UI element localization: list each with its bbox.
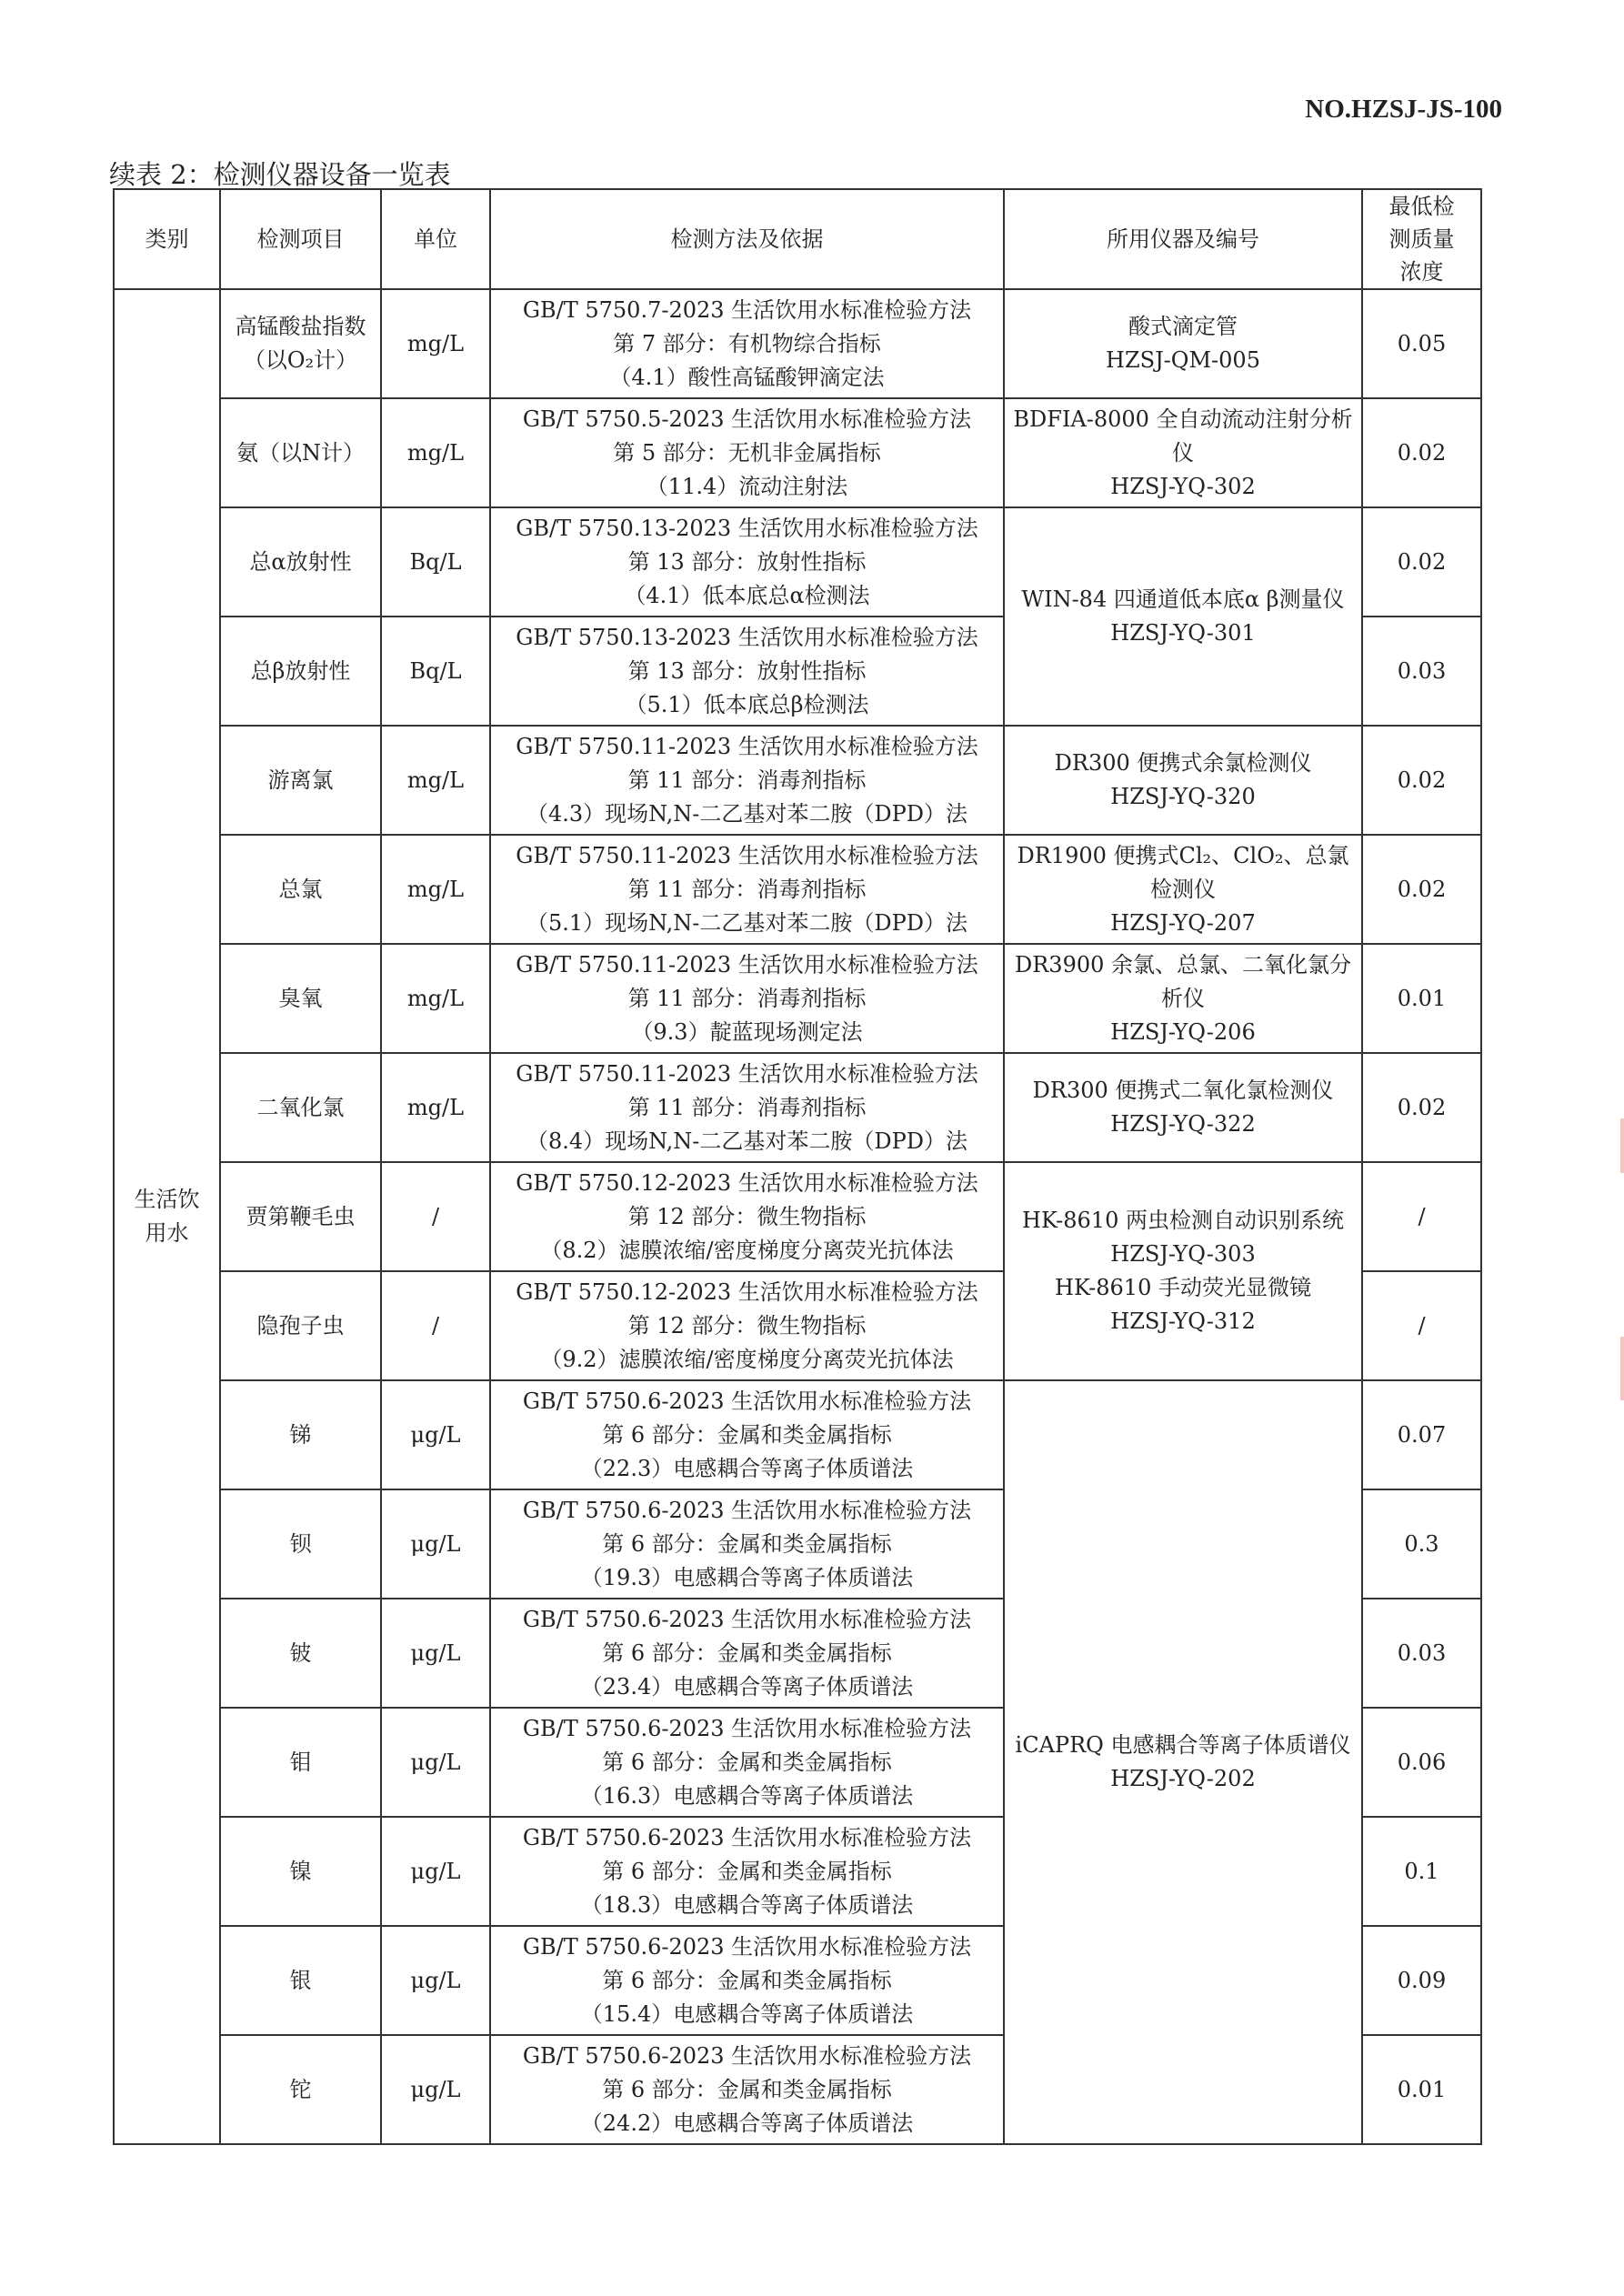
item-cell: 铊 [220, 2035, 381, 2144]
method-line: 第 6 部分：金属和类金属指标 [602, 1530, 892, 1557]
unit-cell: μg/L [381, 1708, 490, 1817]
method-line: 第 11 部分：消毒剂指标 [627, 1094, 867, 1120]
column-header: 单位 [381, 189, 490, 289]
instrument-line: HZSJ-YQ-301 [1110, 620, 1256, 646]
column-header: 检测项目 [220, 189, 381, 289]
method-cell [490, 726, 1004, 835]
limit-cell: 0.01 [1362, 944, 1481, 1053]
method-line: GB/T 5750.11-2023 生活饮用水标准检验方法 [516, 1060, 978, 1087]
column-header: 检测方法及依据 [490, 189, 1004, 289]
instrument-line: HK-8610 两虫检测自动识别系统 [1022, 1208, 1344, 1233]
table-row [114, 726, 1481, 835]
method-line: GB/T 5750.5-2023 生活饮用水标准检验方法 [522, 406, 972, 432]
instrument-cell [1004, 1380, 1362, 2144]
method-cell [490, 1053, 1004, 1162]
item-cell: 总α放射性 [220, 507, 381, 617]
method-line: GB/T 5750.7-2023 生活饮用水标准检验方法 [522, 296, 972, 323]
method-line: 第 11 部分：消毒剂指标 [627, 767, 867, 793]
method-line: GB/T 5750.13-2023 生活饮用水标准检验方法 [516, 624, 978, 650]
method-line: （16.3）电感耦合等离子体质谱法 [580, 1782, 914, 1809]
instrument-line: HZSJ-YQ-206 [1110, 1018, 1256, 1045]
limit-cell: 0.3 [1362, 1489, 1481, 1599]
column-header: 最低检测质量浓度 [1362, 189, 1481, 289]
method-line: （19.3）电感耦合等离子体质谱法 [580, 1564, 914, 1590]
limit-cell: 0.02 [1362, 726, 1481, 835]
limit-cell: 0.05 [1362, 289, 1481, 398]
document-number: NO.HZSJ-JS-100 [1305, 95, 1502, 124]
limit-cell: 0.02 [1362, 835, 1481, 944]
table-row [114, 289, 1481, 398]
method-line: 第 12 部分：微生物指标 [627, 1203, 867, 1229]
table-title: 续表 2：检测仪器设备一览表 [109, 159, 451, 190]
method-line: 第 5 部分：无机非金属指标 [613, 439, 881, 466]
instrument-cell [1004, 835, 1362, 944]
limit-cell: 0.03 [1362, 1599, 1481, 1708]
method-line: 第 7 部分：有机物综合指标 [613, 330, 881, 356]
item-cell: 臭氧 [220, 944, 381, 1053]
method-line: 第 12 部分：微生物指标 [627, 1312, 867, 1338]
method-line: （24.2）电感耦合等离子体质谱法 [580, 2110, 914, 2136]
item-cell: 二氧化氯 [220, 1053, 381, 1162]
table-row [114, 1380, 1481, 1489]
method-cell [490, 1380, 1004, 1489]
method-line: 第 6 部分：金属和类金属指标 [602, 1639, 892, 1666]
method-cell [490, 398, 1004, 507]
instrument-cell [1004, 726, 1362, 835]
method-line: GB/T 5750.6-2023 生活饮用水标准检验方法 [522, 1715, 972, 1741]
item-cell: 贾第鞭毛虫 [220, 1162, 381, 1271]
method-cell [490, 944, 1004, 1053]
method-cell [490, 1271, 1004, 1380]
item-cell: 钡 [220, 1489, 381, 1599]
unit-cell: μg/L [381, 1489, 490, 1599]
method-line: GB/T 5750.12-2023 生活饮用水标准检验方法 [516, 1169, 978, 1196]
item-cell: 氨（以N计） [220, 398, 381, 507]
method-line: 第 6 部分：金属和类金属指标 [602, 1749, 892, 1775]
instrument-line: BDFIA-8000 全自动流动注射分析仪 [1013, 406, 1353, 466]
limit-cell: 0.01 [1362, 2035, 1481, 2144]
method-line: （8.4）现场N,N-二乙基对苯二胺（DPD）法 [526, 1128, 967, 1154]
unit-cell: μg/L [381, 1926, 490, 2035]
instrument-cell [1004, 944, 1362, 1053]
method-line: （5.1）现场N,N-二乙基对苯二胺（DPD）法 [526, 909, 967, 936]
item-cell: 钼 [220, 1708, 381, 1817]
instrument-line: HK-8610 手动荧光显微镜 [1055, 1275, 1311, 1300]
method-line: （18.3）电感耦合等离子体质谱法 [580, 1891, 914, 1918]
unit-cell: mg/L [381, 944, 490, 1053]
method-cell [490, 507, 1004, 617]
method-cell [490, 1817, 1004, 1926]
method-line: 第 6 部分：金属和类金属指标 [602, 1967, 892, 1993]
method-cell [490, 1489, 1004, 1599]
limit-cell: / [1362, 1271, 1481, 1380]
limit-cell: 0.03 [1362, 617, 1481, 726]
table-row [114, 835, 1481, 944]
method-line: （15.4）电感耦合等离子体质谱法 [580, 2000, 914, 2027]
method-line: （11.4）流动注射法 [646, 473, 848, 499]
instrument-cell [1004, 289, 1362, 398]
method-line: GB/T 5750.6-2023 生活饮用水标准检验方法 [522, 1824, 972, 1850]
method-cell [490, 1926, 1004, 2035]
table-row [114, 398, 1481, 507]
category-cell: 生活饮用水 [114, 289, 220, 2144]
instrument-line: iCAPRQ 电感耦合等离子体质谱仪 [1015, 1732, 1351, 1758]
unit-cell: mg/L [381, 398, 490, 507]
instrument-line: DR300 便携式二氧化氯检测仪 [1032, 1078, 1334, 1103]
method-cell [490, 1162, 1004, 1271]
method-line: 第 13 部分：放射性指标 [627, 657, 867, 684]
unit-cell: mg/L [381, 289, 490, 398]
limit-cell: 0.02 [1362, 1053, 1481, 1162]
unit-cell: mg/L [381, 835, 490, 944]
instrument-line: DR3900 余氯、总氯、二氧化氯分析仪 [1014, 951, 1352, 1011]
column-header: 类别 [114, 189, 220, 289]
unit-cell: μg/L [381, 1380, 490, 1489]
table-row [114, 1162, 1481, 1271]
unit-cell: μg/L [381, 1599, 490, 1708]
instrument-line: DR300 便携式余氯检测仪 [1054, 750, 1312, 776]
method-line: （9.3）靛蓝现场测定法 [631, 1018, 863, 1045]
method-line: 第 11 部分：消毒剂指标 [627, 985, 867, 1011]
item-cell: 总氯 [220, 835, 381, 944]
method-line: 第 13 部分：放射性指标 [627, 548, 867, 575]
unit-cell: Bq/L [381, 507, 490, 617]
method-cell [490, 1599, 1004, 1708]
method-line: （4.1）低本底总α检测法 [624, 582, 870, 608]
instrument-cell [1004, 507, 1362, 726]
method-line: GB/T 5750.6-2023 生活饮用水标准检验方法 [522, 1497, 972, 1523]
instrument-line: HZSJ-YQ-320 [1110, 784, 1256, 809]
method-line: GB/T 5750.6-2023 生活饮用水标准检验方法 [522, 2042, 972, 2069]
limit-cell: 0.07 [1362, 1380, 1481, 1489]
limit-cell: / [1362, 1162, 1481, 1271]
method-line: GB/T 5750.11-2023 生活饮用水标准检验方法 [516, 951, 978, 978]
instrument-line: HZSJ-YQ-207 [1110, 909, 1256, 936]
table-row [114, 1053, 1481, 1162]
instrument-table [113, 188, 1482, 2145]
method-line: （22.3）电感耦合等离子体质谱法 [580, 1455, 914, 1481]
item-cell: 高锰酸盐指数（以O₂计） [220, 289, 381, 398]
instrument-line: HZSJ-YQ-312 [1110, 1308, 1256, 1334]
instrument-cell [1004, 398, 1362, 507]
unit-cell: / [381, 1162, 490, 1271]
item-cell: 游离氯 [220, 726, 381, 835]
method-line: GB/T 5750.13-2023 生活饮用水标准检验方法 [516, 515, 978, 541]
instrument-line: DR1900 便携式Cl₂、ClO₂、总氯检测仪 [1017, 842, 1349, 902]
method-line: （5.1）低本底总β检测法 [625, 691, 869, 717]
unit-cell: μg/L [381, 2035, 490, 2144]
item-cell: 总β放射性 [220, 617, 381, 726]
item-cell: 银 [220, 1926, 381, 2035]
method-cell [490, 835, 1004, 944]
item-cell: 镍 [220, 1817, 381, 1926]
instrument-line: HZSJ-YQ-202 [1110, 1766, 1256, 1791]
item-cell: 隐孢子虫 [220, 1271, 381, 1380]
method-line: 第 11 部分：消毒剂指标 [627, 876, 867, 902]
instrument-line: 酸式滴定管 [1128, 314, 1238, 339]
item-cell: 锑 [220, 1380, 381, 1489]
item-cell: 铍 [220, 1599, 381, 1708]
unit-cell: mg/L [381, 1053, 490, 1162]
method-line: （4.3）现场N,N-二乙基对苯二胺（DPD）法 [526, 800, 967, 827]
table-row [114, 944, 1481, 1053]
method-cell [490, 1708, 1004, 1817]
method-line: GB/T 5750.6-2023 生活饮用水标准检验方法 [522, 1388, 972, 1414]
instrument-line: HZSJ-YQ-322 [1110, 1111, 1256, 1137]
limit-cell: 0.1 [1362, 1817, 1481, 1926]
method-line: GB/T 5750.6-2023 生活饮用水标准检验方法 [522, 1933, 972, 1960]
method-line: （9.2）滤膜浓缩/密度梯度分离荧光抗体法 [540, 1346, 954, 1372]
instrument-line: HZSJ-YQ-302 [1110, 473, 1256, 499]
method-line: 第 6 部分：金属和类金属指标 [602, 2076, 892, 2102]
unit-cell: / [381, 1271, 490, 1380]
method-line: （4.1）酸性高锰酸钾滴定法 [609, 364, 885, 390]
table-row [114, 507, 1481, 617]
limit-cell: 0.09 [1362, 1926, 1481, 2035]
unit-cell: Bq/L [381, 617, 490, 726]
instrument-line: HZSJ-YQ-303 [1110, 1241, 1256, 1267]
method-cell [490, 617, 1004, 726]
instrument-cell [1004, 1053, 1362, 1162]
method-cell [490, 289, 1004, 398]
limit-cell: 0.02 [1362, 507, 1481, 617]
method-line: 第 6 部分：金属和类金属指标 [602, 1421, 892, 1448]
unit-cell: mg/L [381, 726, 490, 835]
method-line: 第 6 部分：金属和类金属指标 [602, 1858, 892, 1884]
stamp-fragment [1593, 1337, 1624, 1400]
method-line: （23.4）电感耦合等离子体质谱法 [580, 1673, 914, 1699]
method-cell [490, 2035, 1004, 2144]
stamp-fragment [1593, 1118, 1624, 1173]
method-line: GB/T 5750.11-2023 生活饮用水标准检验方法 [516, 842, 978, 868]
method-line: GB/T 5750.11-2023 生活饮用水标准检验方法 [516, 733, 978, 759]
instrument-line: WIN-84 四通道低本底α β测量仪 [1021, 587, 1345, 612]
unit-cell: μg/L [381, 1817, 490, 1926]
method-line: （8.2）滤膜浓缩/密度梯度分离荧光抗体法 [540, 1237, 954, 1263]
column-header: 所用仪器及编号 [1004, 189, 1362, 289]
instrument-cell [1004, 1162, 1362, 1380]
method-line: GB/T 5750.12-2023 生活饮用水标准检验方法 [516, 1278, 978, 1305]
method-line: GB/T 5750.6-2023 生活饮用水标准检验方法 [522, 1606, 972, 1632]
limit-cell: 0.06 [1362, 1708, 1481, 1817]
limit-cell: 0.02 [1362, 398, 1481, 507]
instrument-line: HZSJ-QM-005 [1106, 347, 1260, 373]
